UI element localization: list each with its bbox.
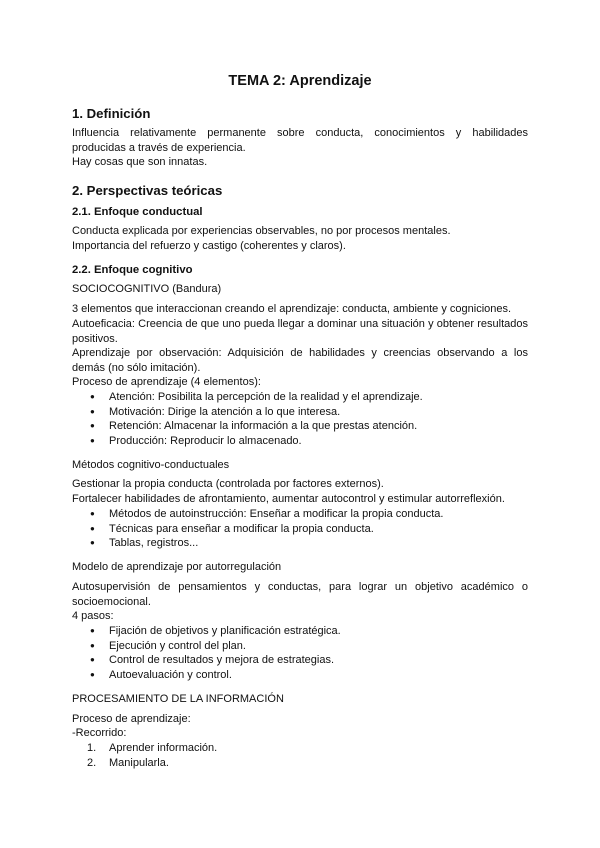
metodos-list: [72, 507, 528, 551]
conductual-paragraph-1: Conducta explicada por experiencias observables, no por procesos mentales.: [72, 225, 451, 237]
conductual-paragraph-2: Importancia del refuerzo y castigo (coherentes y claros).: [72, 240, 346, 252]
observacion-paragraph: Aprendizaje por observación: Adquisición de habilidades y creencias observando a los demás (no sólo imitación).: [72, 347, 528, 374]
metodos-paragraph-1: Gestionar la propia conducta (controlada por factores externos).: [72, 478, 384, 490]
recorrido-list: [72, 741, 528, 770]
metodos-paragraph-2: Fortalecer habilidades de afrontamiento, aumentar autocontrol y estimular autorreflexión.: [72, 493, 505, 505]
list-number: 2.: [87, 756, 97, 769]
modelo-list: [72, 624, 528, 682]
list-item: ● Fijación de objetivos y planificación estratégica.: [72, 624, 528, 639]
section-2-2-heading: 2.2. Enfoque cognitivo: [72, 264, 193, 276]
list-item: [72, 741, 528, 756]
list-item: [72, 756, 528, 771]
autoeficacia-paragraph: Autoeficacia: Creencia de que uno pueda llegar a dominar una situación y obtener resultados positivos.: [72, 318, 528, 345]
list-text: Aprender información.: [109, 742, 218, 754]
list-item: ● Control de resultados y mejora de estrategias.: [72, 653, 528, 668]
modelo-paragraph-2: 4 pasos:: [72, 610, 114, 622]
list-item: ● Producción: Reproducir lo almacenado.: [72, 434, 528, 449]
section-2-1-heading: 2.1. Enfoque conductual: [72, 206, 203, 218]
section-2-heading: 2. Perspectivas teóricas: [72, 183, 223, 198]
procesamiento-paragraph-2: -Recorrido:: [72, 727, 127, 739]
list-item: ● Autoevaluación y control.: [72, 668, 528, 683]
innate-paragraph: Hay cosas que son innatas.: [72, 156, 208, 168]
list-item: ● Motivación: Dirige la atención a lo que interesa.: [72, 405, 528, 420]
procesamiento-subtitle: PROCESAMIENTO DE LA INFORMACIÓN: [72, 693, 284, 705]
proceso-paragraph: Proceso de aprendizaje (4 elementos):: [72, 376, 261, 388]
modelo-paragraph-1: Autosupervisión de pensamientos y conductas, para lograr un objetivo académico o socioemocional.: [72, 581, 528, 608]
list-item: ● Ejecución y control del plan.: [72, 639, 528, 654]
modelo-subtitle: Modelo de aprendizaje por autorregulación: [72, 561, 282, 573]
list-item: ● Atención: Posibilita la percepción de la realidad y el aprendizaje.: [72, 390, 528, 405]
list-number: 1.: [87, 742, 97, 754]
definition-paragraph: Influencia relativamente permanente sobre conducta, conocimientos y habilidades producidas a través de experiencia.: [72, 127, 528, 154]
section-1-heading: 1. Definición: [72, 106, 151, 121]
sociocognitivo-subtitle: SOCIOCOGNITIVO (Bandura): [72, 283, 222, 295]
procesamiento-paragraph-1: Proceso de aprendizaje:: [72, 713, 191, 725]
list-item: ● Tablas, registros...: [72, 536, 528, 551]
document-title: TEMA 2: Aprendizaje: [228, 73, 372, 89]
metodos-subtitle: Métodos cognitivo-conductuales: [72, 459, 230, 471]
list-item: ● Retención: Almacenar la información a la que prestas atención.: [72, 419, 528, 434]
list-item: ● Métodos de autoinstrucción: Enseñar a modificar la propia conducta.: [72, 507, 528, 522]
elements-paragraph: 3 elementos que interaccionan creando el aprendizaje: conducta, ambiente y cogniciones.: [72, 303, 512, 315]
list-text: Manipularla.: [109, 756, 169, 769]
proceso-list: [72, 390, 528, 448]
list-item: ● Técnicas para enseñar a modificar la propia conducta.: [72, 522, 528, 537]
